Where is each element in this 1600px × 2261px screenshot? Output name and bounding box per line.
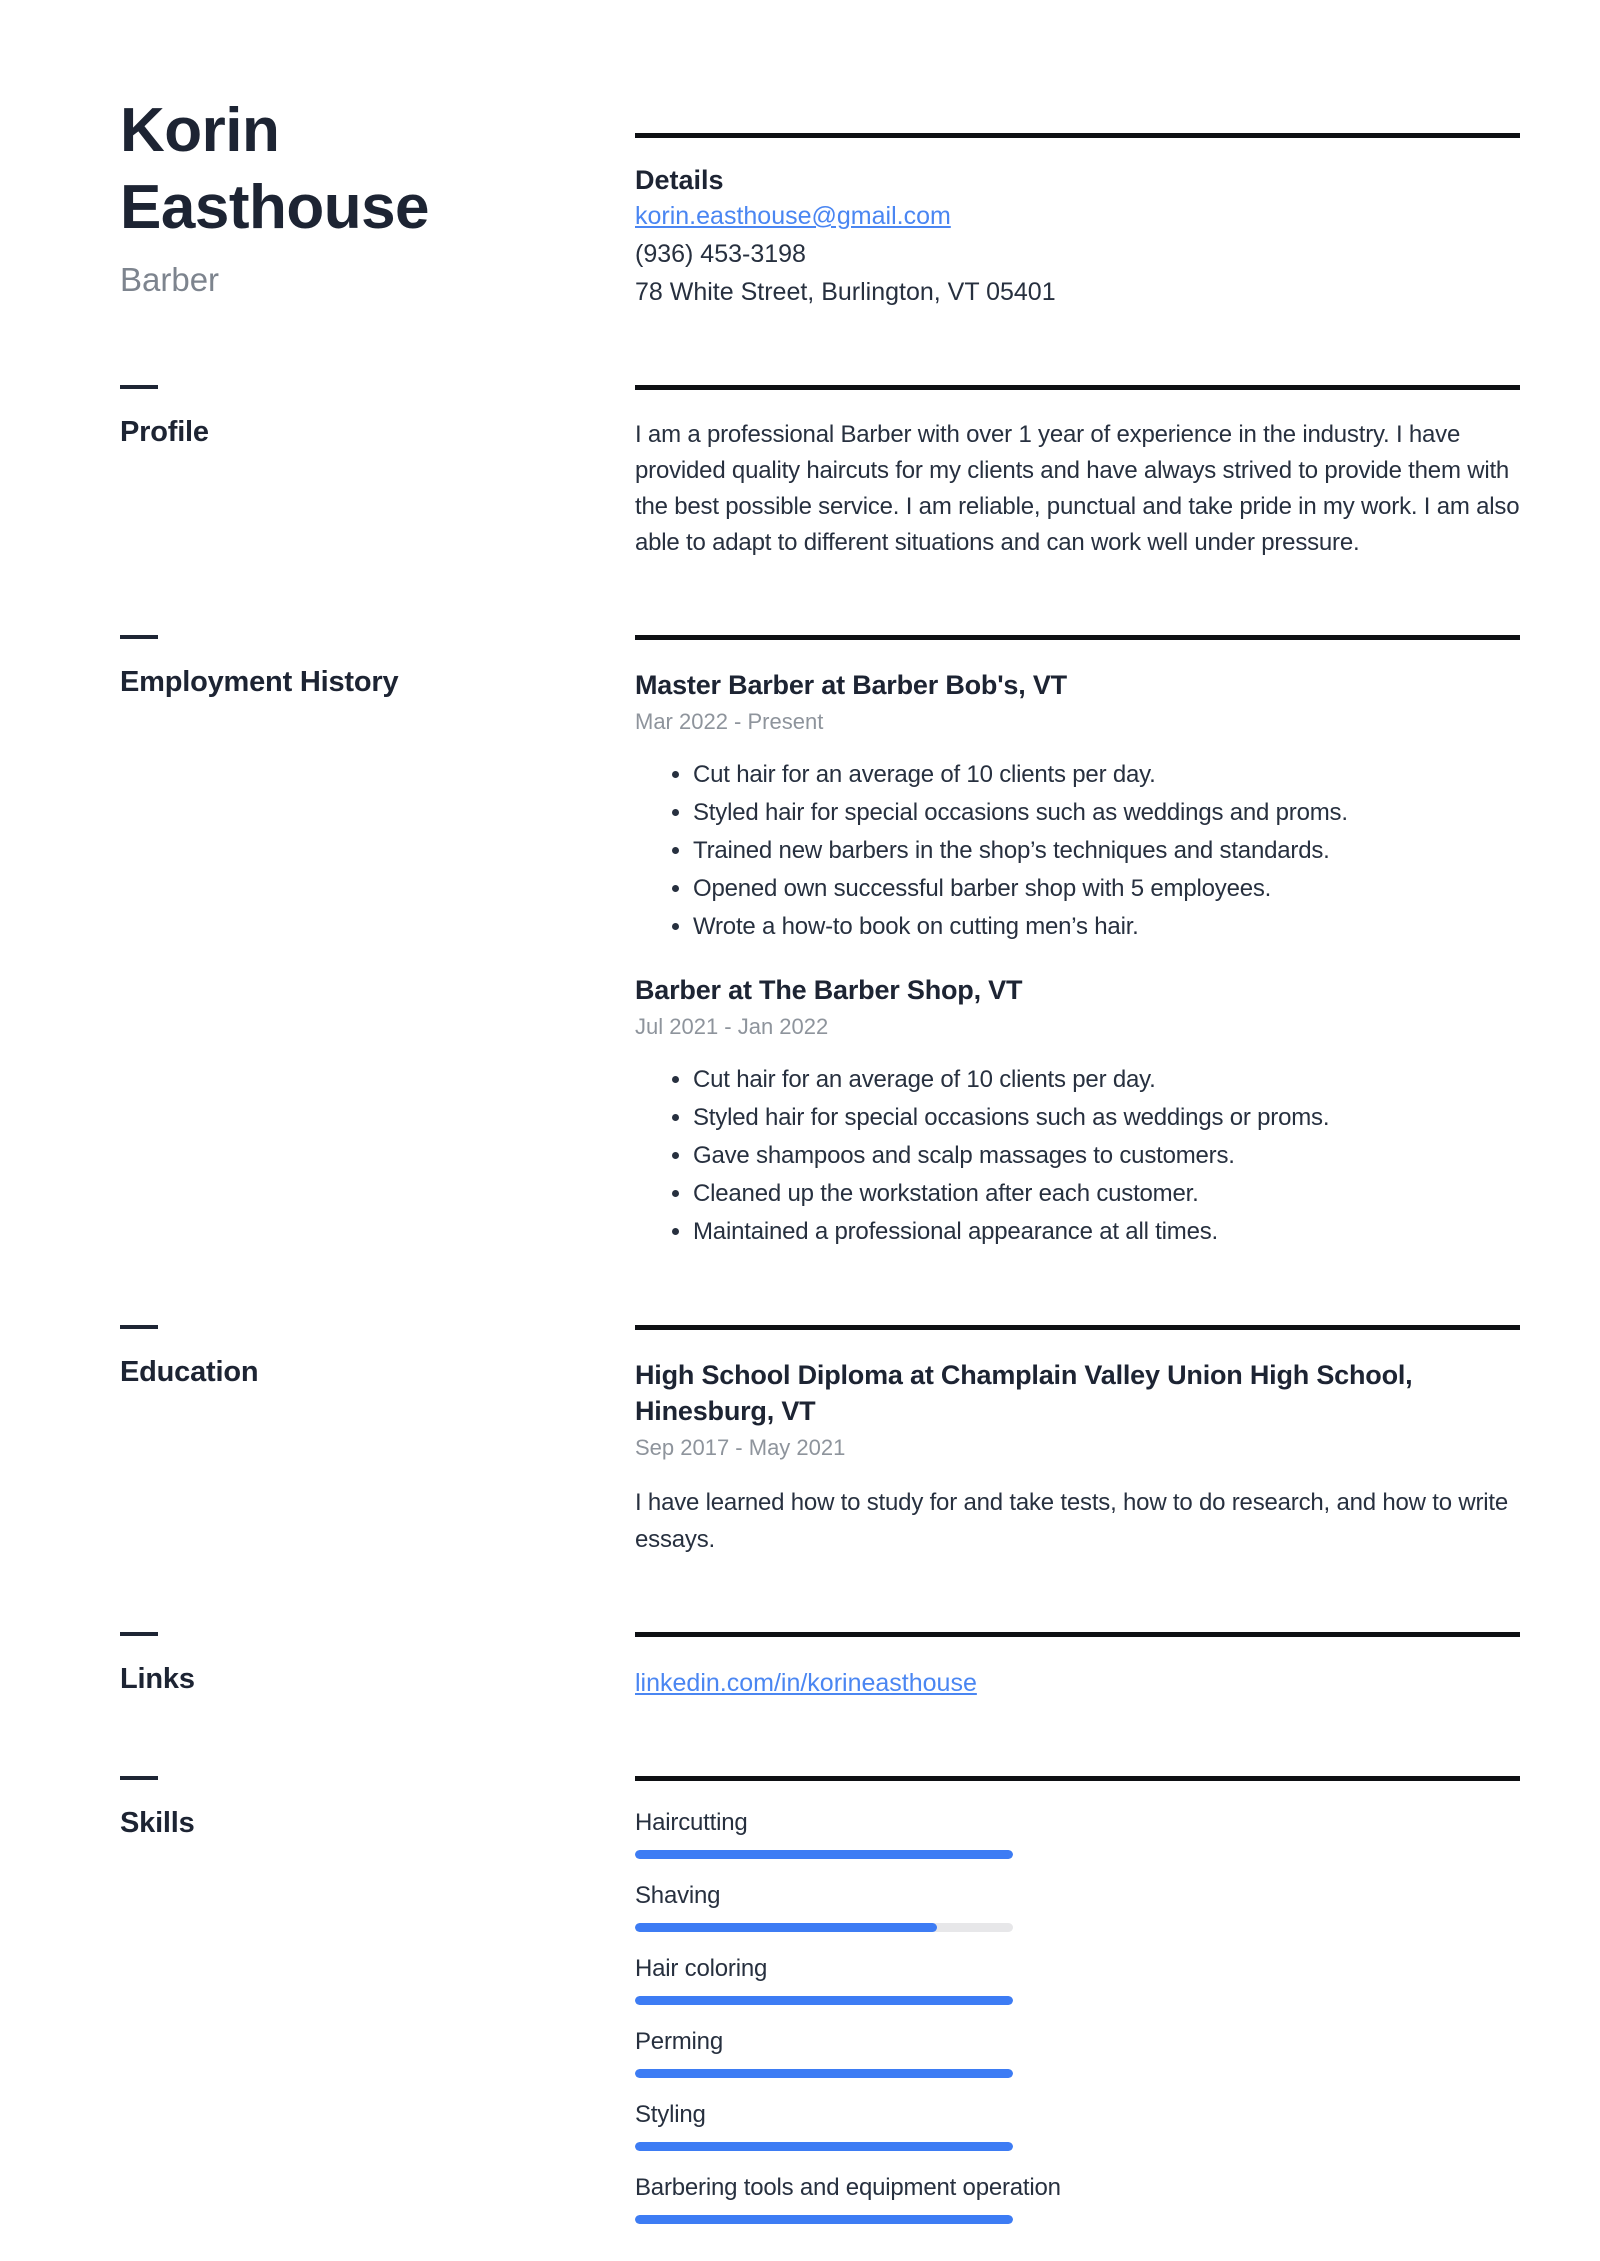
skill-progress-fill: [635, 1996, 1013, 2005]
job-bullet: • Opened own successful barber shop with 5 employees.: [693, 870, 1520, 908]
header-right: [635, 92, 1520, 311]
header-section: [0, 0, 1600, 311]
section-dash: [120, 1776, 158, 1780]
person-name: Korin Easthouse: [120, 96, 430, 242]
section-dash: [120, 1325, 158, 1329]
skill-name: Shaving: [635, 1882, 721, 1909]
skill-progress-fill: [635, 2069, 1013, 2078]
skill-progress-track: [635, 1850, 1013, 1859]
skills-left: [0, 1776, 635, 2246]
profile-text: I am a professional Barber with over 1 year of experience in the industry. I have provided quality haircuts for my clients and have always strived to provide them with the best possible service. I am reliable, punctual and take pride in my work. I am also able to adapt to different situations and can work well under pressure.: [635, 421, 1520, 556]
job-bullet: • Maintained a professional appearance at all times.: [693, 1213, 1520, 1251]
skill-progress-track: [635, 2069, 1013, 2078]
phone-line: (936) 453-3198: [635, 240, 806, 268]
education-left: [0, 1325, 635, 1558]
skill-progress-track: [635, 2142, 1013, 2151]
skill-progress-fill: [635, 2215, 1013, 2224]
education-school: High School Diploma at Champlain Valley Union High School, Hinesburg, VT: [635, 1360, 1413, 1426]
skill-progress-fill: [635, 1850, 1013, 1859]
profile-right: [635, 385, 1520, 561]
profile-left: [0, 385, 635, 561]
details-heading: Details: [635, 165, 724, 195]
employment-section: [0, 635, 1600, 1251]
profile-section: [0, 385, 1600, 561]
section-dash: [120, 1632, 158, 1636]
employment-right: [635, 635, 1520, 1251]
employment-label: Employment History: [120, 666, 399, 698]
section-divider: [635, 133, 1520, 138]
section-dash: [120, 635, 158, 639]
skill-item: [635, 1954, 1520, 2005]
section-dash: [120, 385, 158, 389]
job-entry: [635, 972, 1520, 1251]
job-bullet: • Gave shampoos and scalp massages to customers.: [693, 1137, 1520, 1175]
skill-item: [635, 2100, 1520, 2151]
job-bullet: • Cut hair for an average of 10 clients per day.: [693, 756, 1520, 794]
skill-name: Barbering tools and equipment operation: [635, 2174, 1061, 2201]
education-description: I have learned how to study for and take tests, how to do research, and how to write essays.: [635, 1489, 1509, 1553]
skill-progress-track: [635, 2215, 1013, 2224]
link-line: [635, 1664, 1520, 1702]
skill-progress-fill: [635, 1923, 937, 1932]
job-bullet: • Cleaned up the workstation after each customer.: [693, 1175, 1520, 1213]
job-title: Master Barber at Barber Bob's, VT: [635, 670, 1067, 700]
links-right: [635, 1632, 1520, 1702]
job-bullet: • Styled hair for special occasions such as weddings and proms.: [693, 794, 1520, 832]
job-bullet: • Styled hair for special occasions such as weddings or proms.: [693, 1099, 1520, 1137]
skill-item: [635, 1808, 1520, 1859]
links-left: [0, 1632, 635, 1702]
job-title: Barber at The Barber Shop, VT: [635, 975, 1023, 1005]
skills-label: Skills: [120, 1807, 195, 1839]
links-label: Links: [120, 1663, 195, 1695]
person-job-title: Barber: [120, 261, 220, 298]
skill-name: Hair coloring: [635, 1955, 768, 1982]
skill-progress-fill: [635, 2142, 1013, 2151]
education-label: Education: [120, 1356, 259, 1388]
education-right: [635, 1325, 1520, 1558]
skill-progress-track: [635, 1923, 1013, 1932]
links-section: [0, 1632, 1600, 1702]
job-dates: Jul 2021 - Jan 2022: [635, 1014, 829, 1039]
skill-progress-track: [635, 1996, 1013, 2005]
address-line: 78 White Street, Burlington, VT 05401: [635, 278, 1056, 306]
email-line: [635, 197, 1520, 235]
job-bullet-list: [635, 1061, 1520, 1251]
job-bullet: • Cut hair for an average of 10 clients per day.: [693, 1061, 1520, 1099]
education-section: [0, 1325, 1600, 1558]
job-bullet-list: [635, 756, 1520, 946]
skill-item: [635, 1881, 1520, 1932]
skills-section: [0, 1776, 1600, 2246]
email-link[interactable]: korin.easthouse@gmail.com: [635, 202, 951, 230]
skills-right: [635, 1776, 1520, 2246]
skill-item: [635, 2173, 1520, 2224]
job-bullet: • Wrote a how-to book on cutting men’s hair.: [693, 908, 1520, 946]
job-dates: Mar 2022 - Present: [635, 709, 824, 734]
skill-item: [635, 2027, 1520, 2078]
linkedin-link[interactable]: linkedin.com/in/korineasthouse: [635, 1669, 977, 1697]
job-bullet: • Trained new barbers in the shop’s techniques and standards.: [693, 832, 1520, 870]
skill-name: Styling: [635, 2101, 706, 2128]
profile-label: Profile: [120, 416, 209, 448]
education-dates: Sep 2017 - May 2021: [635, 1435, 846, 1460]
job-entry: [635, 667, 1520, 946]
skill-name: Perming: [635, 2028, 723, 2055]
skill-name: Haircutting: [635, 1809, 748, 1836]
header-left: [0, 92, 635, 311]
employment-left: [0, 635, 635, 1251]
